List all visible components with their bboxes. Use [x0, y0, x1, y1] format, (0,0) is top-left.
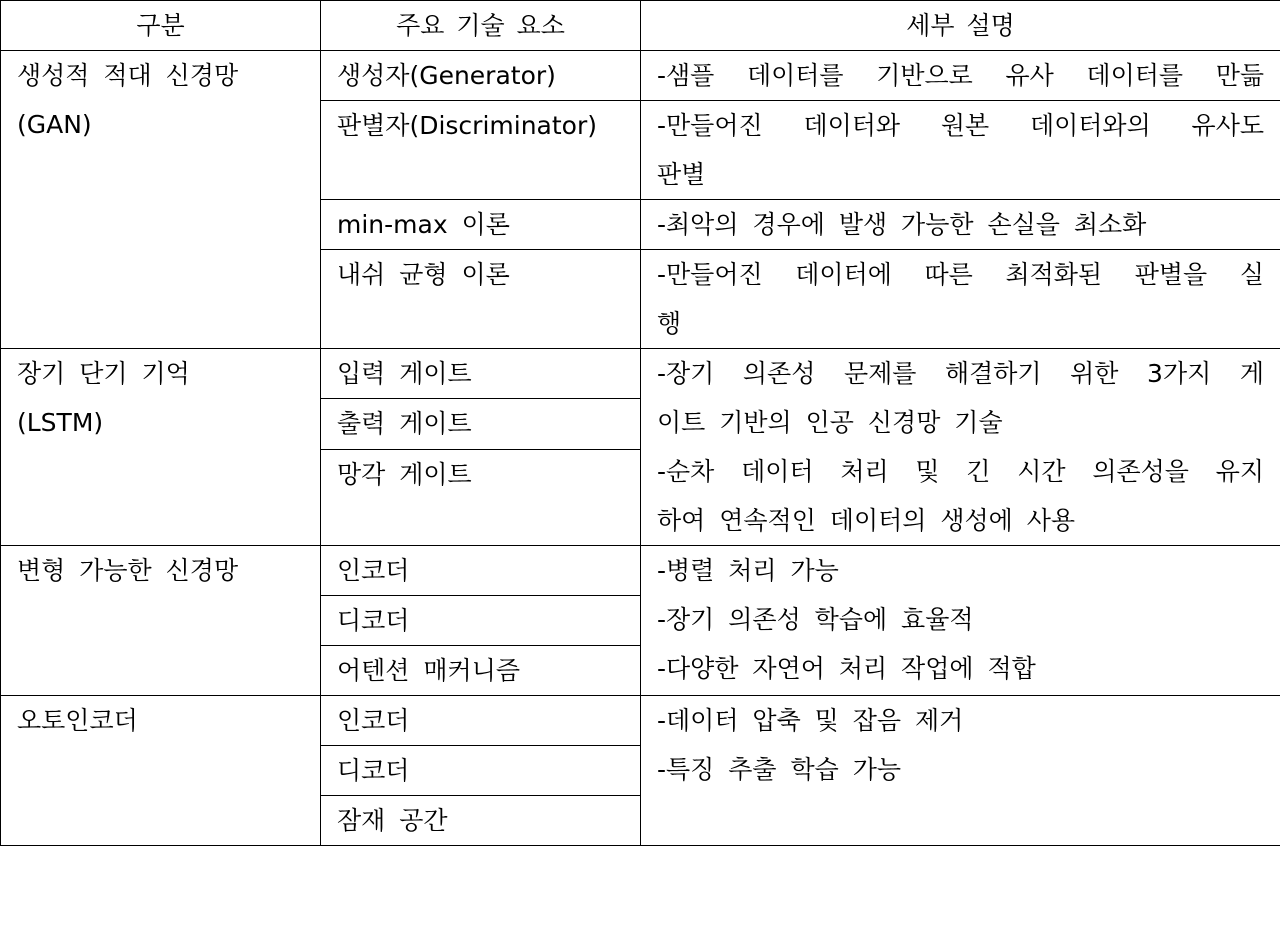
table-row: [1, 349, 1280, 399]
description-line: -특징 추출 학습 가능: [657, 755, 902, 784]
element-cell: 내쉬 균형 이론: [321, 250, 641, 349]
category-line: (GAN): [17, 110, 92, 139]
description-line: 판별: [657, 160, 706, 189]
element-cell: 디코더: [321, 596, 641, 646]
description-line: -다양한 자연어 처리 작업에 적합: [657, 654, 1036, 683]
element-cell: min-max 이론: [321, 200, 641, 250]
element-cell: 출력 게이트: [321, 399, 641, 449]
element-cell: 생성자(Generator): [321, 51, 641, 101]
description-cell: [641, 101, 1280, 200]
category-line: 오토인코더: [17, 706, 138, 735]
description-cell: [641, 200, 1280, 250]
category-line: 장기 단기 기억: [17, 359, 190, 388]
description-cell: [641, 696, 1280, 846]
element-cell: 잠재 공간: [321, 796, 641, 846]
description-line: -순차 데이터 처리 및 긴 시간 의존성을 유지: [657, 457, 1264, 486]
category-line: 변형 가능한 신경망: [17, 556, 239, 585]
table-row: [1, 51, 1280, 101]
description-line: -장기 의존성 학습에 효율적: [657, 605, 974, 634]
table-row: [1, 546, 1280, 596]
description-line: -샘플 데이터를 기반으로 유사 데이터를 만듦: [657, 61, 1264, 90]
description-cell: [641, 349, 1280, 546]
category-line: 생성적 적대 신경망: [17, 61, 239, 90]
element-cell: 망각 게이트: [321, 449, 641, 546]
description-line: -데이터 압축 및 잡음 제거: [657, 706, 964, 735]
description-line: 행: [657, 309, 682, 338]
category-cell-gan: [1, 51, 321, 349]
header-description: 세부 설명: [641, 1, 1280, 51]
table-row: [1, 696, 1280, 746]
description-line: -병렬 처리 가능: [657, 556, 839, 585]
description-line: 이트 기반의 인공 신경망 기술: [657, 408, 1003, 437]
description-cell: [641, 250, 1280, 349]
description-line: -최악의 경우에 발생 가능한 손실을 최소화: [657, 210, 1147, 239]
description-line: -만들어진 데이터에 따른 최적화된 판별을 실: [657, 260, 1264, 289]
category-cell-transformer: [1, 546, 321, 696]
header-category: 구분: [1, 1, 321, 51]
description-line: -만들어진 데이터와 원본 데이터와의 유사도: [657, 111, 1264, 140]
element-cell: 디코더: [321, 746, 641, 796]
table-header-row: [1, 1, 1280, 51]
category-cell-autoencoder: [1, 696, 321, 846]
element-cell: 인코더: [321, 696, 641, 746]
description-cell: [641, 546, 1280, 696]
element-cell: 인코더: [321, 546, 641, 596]
description-line: -장기 의존성 문제를 해결하기 위한 3가지 게: [657, 359, 1264, 388]
description-line: 하여 연속적인 데이터의 생성에 사용: [657, 506, 1076, 535]
element-cell: 판별자(Discriminator): [321, 101, 641, 200]
element-cell: 어텐션 매커니즘: [321, 646, 641, 696]
element-cell: 입력 게이트: [321, 349, 641, 399]
header-element: 주요 기술 요소: [321, 1, 641, 51]
category-line: (LSTM): [17, 408, 104, 437]
category-cell-lstm: [1, 349, 321, 546]
description-cell: [641, 51, 1280, 101]
